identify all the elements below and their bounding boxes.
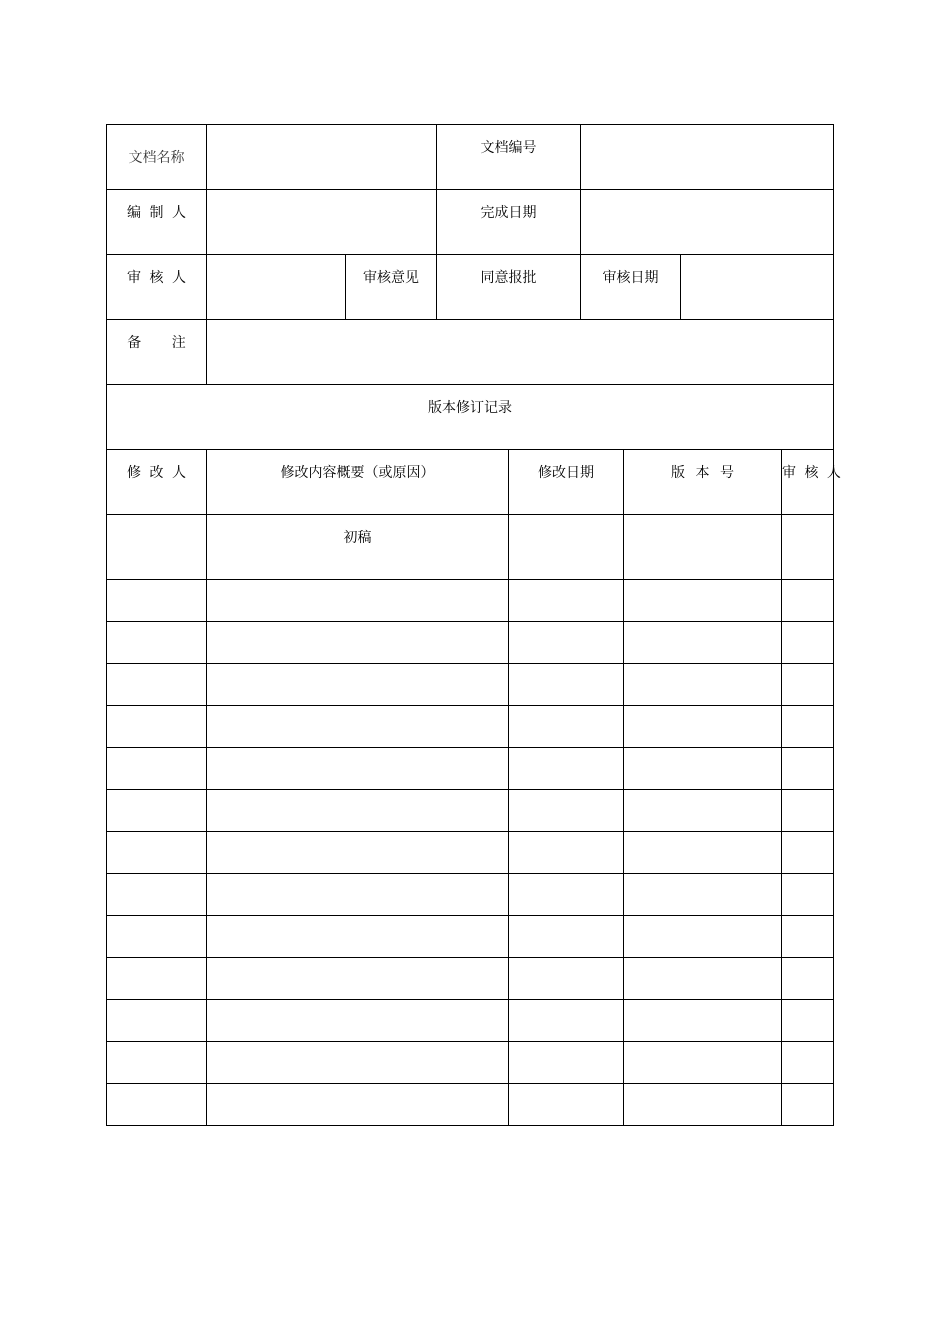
revision-version-cell[interactable] [624, 874, 782, 916]
revision-reviewer-cell[interactable] [782, 958, 834, 1000]
revision-row [107, 874, 834, 916]
revision-modifier-cell[interactable] [107, 832, 207, 874]
revision-summary-cell[interactable] [207, 1084, 509, 1126]
revision-version-cell[interactable] [624, 580, 782, 622]
revision-row [107, 748, 834, 790]
completion-date-value[interactable] [581, 190, 834, 255]
revision-reviewer-cell[interactable] [782, 790, 834, 832]
revision-row [107, 916, 834, 958]
revision-row [107, 958, 834, 1000]
revision-date-cell[interactable] [509, 1000, 624, 1042]
doc-number-value[interactable] [581, 125, 834, 190]
revision-date-cell[interactable] [509, 706, 624, 748]
revision-reviewer-cell[interactable] [782, 1042, 834, 1084]
review-date-value[interactable] [681, 255, 834, 320]
revision-reviewer-cell[interactable] [782, 916, 834, 958]
revision-version-cell[interactable] [624, 664, 782, 706]
revision-version-cell[interactable] [624, 958, 782, 1000]
revision-row [107, 580, 834, 622]
revision-row [107, 515, 834, 580]
revision-row [107, 1042, 834, 1084]
revision-summary-cell[interactable] [207, 664, 509, 706]
doc-name-label: 文档名称 [107, 125, 207, 190]
revision-reviewer-cell[interactable] [782, 1000, 834, 1042]
col-header-summary: 修改内容概要（或原因） [207, 450, 509, 515]
reviewer-label: 审 核 人 [107, 255, 207, 320]
revision-date-cell[interactable] [509, 874, 624, 916]
revision-version-cell[interactable] [624, 1084, 782, 1126]
revision-reviewer-cell[interactable] [782, 874, 834, 916]
revision-date-cell[interactable] [509, 622, 624, 664]
revision-reviewer-cell[interactable] [782, 664, 834, 706]
revision-date-cell[interactable] [509, 958, 624, 1000]
revision-reviewer-cell[interactable] [782, 580, 834, 622]
revision-row [107, 1084, 834, 1126]
revision-modifier-cell[interactable] [107, 1000, 207, 1042]
revision-version-cell[interactable] [624, 1000, 782, 1042]
document-control-table [106, 124, 841, 1126]
revision-reviewer-cell[interactable] [782, 515, 834, 580]
revision-modifier-cell[interactable] [107, 1084, 207, 1126]
revision-blank-rows [107, 580, 834, 1126]
review-date-label: 审核日期 [581, 255, 681, 320]
revision-summary-cell[interactable] [207, 580, 509, 622]
revision-row [107, 832, 834, 874]
revision-version-cell[interactable] [624, 832, 782, 874]
info-row-doc-name [107, 125, 834, 190]
revision-modifier-cell[interactable] [107, 706, 207, 748]
revision-modifier-cell[interactable] [107, 958, 207, 1000]
revision-row [107, 706, 834, 748]
revision-summary-cell[interactable] [207, 958, 509, 1000]
revision-date-cell[interactable] [509, 748, 624, 790]
revision-date-cell[interactable] [509, 832, 624, 874]
revision-summary-cell[interactable] [207, 790, 509, 832]
revision-date-cell[interactable] [509, 1084, 624, 1126]
revision-summary-cell[interactable] [207, 748, 509, 790]
info-row-author [107, 190, 834, 255]
revision-reviewer-cell[interactable] [782, 1084, 834, 1126]
revision-modifier-cell[interactable] [107, 515, 207, 580]
revision-summary-cell[interactable] [207, 832, 509, 874]
revision-summary-cell[interactable] [207, 622, 509, 664]
revision-date-cell[interactable] [509, 664, 624, 706]
revision-date-cell[interactable] [509, 916, 624, 958]
revision-modifier-cell[interactable] [107, 1042, 207, 1084]
completion-date-label: 完成日期 [437, 190, 581, 255]
revision-reviewer-cell[interactable] [782, 706, 834, 748]
revision-row [107, 1000, 834, 1042]
revision-summary-cell[interactable] [207, 916, 509, 958]
revision-title-row [107, 385, 834, 450]
revision-version-cell[interactable] [624, 748, 782, 790]
revision-reviewer-cell[interactable] [782, 622, 834, 664]
revision-row [107, 622, 834, 664]
doc-number-label: 文档编号 [437, 125, 581, 190]
revision-version-cell[interactable] [624, 622, 782, 664]
revision-summary-cell[interactable] [207, 1042, 509, 1084]
revision-modifier-cell[interactable] [107, 916, 207, 958]
col-header-date: 修改日期 [509, 450, 624, 515]
reviewer-value[interactable] [207, 255, 346, 320]
review-opinion-label: 审核意见 [346, 255, 437, 320]
revision-date-cell[interactable] [509, 790, 624, 832]
revision-modifier-cell[interactable] [107, 664, 207, 706]
revision-row [107, 790, 834, 832]
revision-header-row [107, 450, 834, 515]
remarks-label: 备 注 [107, 320, 207, 385]
revision-summary-cell[interactable] [207, 1000, 509, 1042]
revision-modifier-cell[interactable] [107, 874, 207, 916]
col-header-reviewer: 审 核 人 [782, 450, 834, 515]
revision-version-cell[interactable] [624, 790, 782, 832]
revision-summary-cell[interactable] [207, 706, 509, 748]
review-opinion-value[interactable]: 同意报批 [437, 255, 581, 320]
revision-summary-cell[interactable] [207, 874, 509, 916]
revision-summary-cell[interactable]: 初稿 [207, 515, 509, 580]
revision-modifier-cell[interactable] [107, 580, 207, 622]
col-header-modifier: 修 改 人 [107, 450, 207, 515]
revision-modifier-cell[interactable] [107, 790, 207, 832]
revision-history-title: 版本修订记录 [107, 385, 834, 450]
doc-name-value[interactable] [207, 125, 437, 190]
revision-version-cell[interactable] [624, 1042, 782, 1084]
revision-reviewer-cell[interactable] [782, 832, 834, 874]
info-row-review [107, 255, 834, 320]
revision-date-cell[interactable] [509, 515, 624, 580]
revision-modifier-cell[interactable] [107, 622, 207, 664]
revision-date-cell[interactable] [509, 1042, 624, 1084]
revision-reviewer-cell[interactable] [782, 748, 834, 790]
author-label: 编 制 人 [107, 190, 207, 255]
revision-version-cell[interactable] [624, 706, 782, 748]
revision-version-cell[interactable] [624, 916, 782, 958]
revision-date-cell[interactable] [509, 580, 624, 622]
col-header-version: 版 本 号 [624, 450, 782, 515]
remarks-value[interactable] [207, 320, 834, 385]
info-row-remarks [107, 320, 834, 385]
revision-row [107, 664, 834, 706]
revision-version-cell[interactable] [624, 515, 782, 580]
author-value[interactable] [207, 190, 437, 255]
revision-modifier-cell[interactable] [107, 748, 207, 790]
